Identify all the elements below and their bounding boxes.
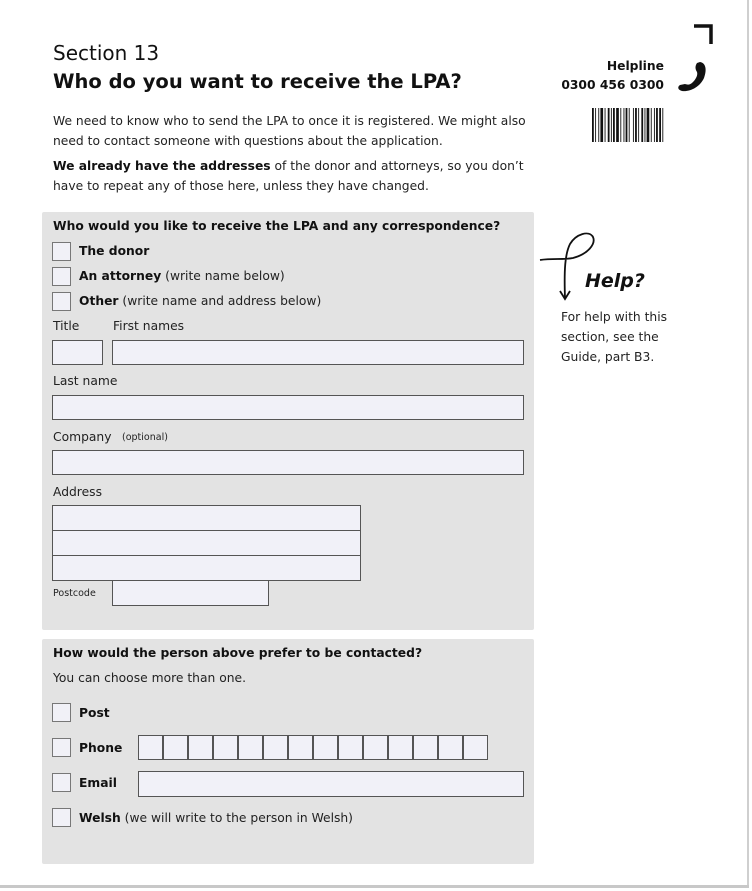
- barcode-bar: [611, 108, 612, 142]
- title-label: Title: [53, 319, 80, 333]
- barcode-bar: [595, 108, 596, 142]
- post-label: Post: [79, 706, 110, 720]
- barcode-icon: [592, 108, 700, 142]
- company-optional-note: (optional): [122, 432, 168, 443]
- barcode-bar: [654, 108, 655, 142]
- phone-digit-box[interactable]: [463, 735, 488, 760]
- contact-hint: You can choose more than one.: [53, 671, 246, 685]
- phone-digit-box[interactable]: [163, 735, 188, 760]
- barcode-bar: [608, 108, 610, 142]
- attorney-checkbox[interactable]: [52, 267, 71, 286]
- helpline-label: Helpline: [606, 59, 664, 73]
- email-label: Email: [79, 776, 117, 790]
- recipient-question: Who would you like to receive the LPA and any correspondence?: [53, 219, 501, 233]
- phone-icon: [676, 60, 710, 94]
- intro-text: We already have the addresses of the donor and attorneys, so you don’t: [53, 159, 524, 173]
- email-field[interactable]: [138, 771, 524, 797]
- other-checkbox[interactable]: [52, 292, 71, 311]
- barcode-bar: [651, 108, 652, 142]
- phone-digit-box[interactable]: [213, 735, 238, 760]
- barcode-bar: [605, 108, 606, 142]
- page-title: Who do you want to receive the LPA?: [53, 70, 462, 93]
- other-label: Other (write name and address below): [79, 294, 322, 308]
- address-label: Address: [53, 485, 102, 499]
- email-checkbox[interactable]: [52, 773, 71, 792]
- barcode-bar: [633, 108, 634, 142]
- donor-checkbox[interactable]: [52, 242, 71, 261]
- post-checkbox[interactable]: [52, 703, 71, 722]
- barcode-bar: [659, 108, 661, 142]
- phone-digit-box[interactable]: [263, 735, 288, 760]
- barcode-bar: [629, 108, 630, 142]
- postcode-field[interactable]: [112, 580, 269, 606]
- welsh-checkbox[interactable]: [52, 808, 71, 827]
- company-field[interactable]: [52, 450, 524, 475]
- phone-digit-box[interactable]: [188, 735, 213, 760]
- address-line-1-field[interactable]: [52, 505, 361, 531]
- barcode-bar: [662, 108, 663, 142]
- welsh-label: Welsh (we will write to the person in Welsh): [79, 811, 353, 825]
- address-line-3-field[interactable]: [52, 555, 361, 581]
- helpline-number: 0300 456 0300: [561, 78, 664, 92]
- barcode-bar: [600, 108, 603, 142]
- first-names-field[interactable]: [112, 340, 524, 365]
- help-text: section, see the: [561, 330, 659, 344]
- phone-checkbox[interactable]: [52, 738, 71, 757]
- barcode-bar: [626, 108, 628, 142]
- barcode-bar: [592, 108, 594, 142]
- last-name-field[interactable]: [52, 395, 524, 420]
- barcode-bar: [635, 108, 637, 142]
- barcode-bar: [656, 108, 658, 142]
- barcode-bar: [641, 108, 643, 142]
- phone-digit-box[interactable]: [288, 735, 313, 760]
- attorney-label: An attorney (write name below): [79, 269, 285, 283]
- donor-label: The donor: [79, 244, 150, 258]
- phone-digit-box[interactable]: [313, 735, 338, 760]
- phone-digit-box[interactable]: [338, 735, 363, 760]
- section-number: Section 13: [53, 41, 160, 65]
- company-label: Company: [53, 430, 112, 444]
- corner-mark-icon: [694, 24, 714, 44]
- barcode-bar: [624, 108, 625, 142]
- phone-digit-box[interactable]: [238, 735, 263, 760]
- help-text: For help with this: [561, 310, 668, 324]
- page-edge: [0, 885, 749, 888]
- phone-digit-box[interactable]: [388, 735, 413, 760]
- barcode-bar: [638, 108, 639, 142]
- phone-label: Phone: [79, 741, 123, 755]
- title-field[interactable]: [52, 340, 103, 365]
- help-text: Guide, part B3.: [561, 350, 655, 364]
- barcode-bar: [647, 108, 650, 142]
- intro-text: have to repeat any of those here, unless they have changed.: [53, 179, 429, 193]
- page-edge: [747, 0, 749, 886]
- barcode-bar: [620, 108, 621, 142]
- help-title: Help?: [585, 270, 645, 292]
- last-name-label: Last name: [53, 374, 118, 388]
- phone-digit-box[interactable]: [413, 735, 438, 760]
- phone-digit-box[interactable]: [363, 735, 388, 760]
- barcode-bar: [598, 108, 599, 142]
- contact-question: How would the person above prefer to be contacted?: [53, 646, 423, 660]
- address-line-2-field[interactable]: [52, 530, 361, 556]
- intro-text: need to contact someone with questions about the application.: [53, 134, 443, 148]
- phone-digit-box[interactable]: [438, 735, 463, 760]
- first-names-label: First names: [113, 319, 185, 333]
- barcode-bar: [616, 108, 619, 142]
- phone-digit-box[interactable]: [138, 735, 163, 760]
- barcode-bar: [645, 108, 646, 142]
- barcode-bar: [613, 108, 615, 142]
- postcode-label: Postcode: [53, 588, 96, 599]
- intro-text: We need to know who to send the LPA to once it is registered. We might also: [53, 114, 526, 128]
